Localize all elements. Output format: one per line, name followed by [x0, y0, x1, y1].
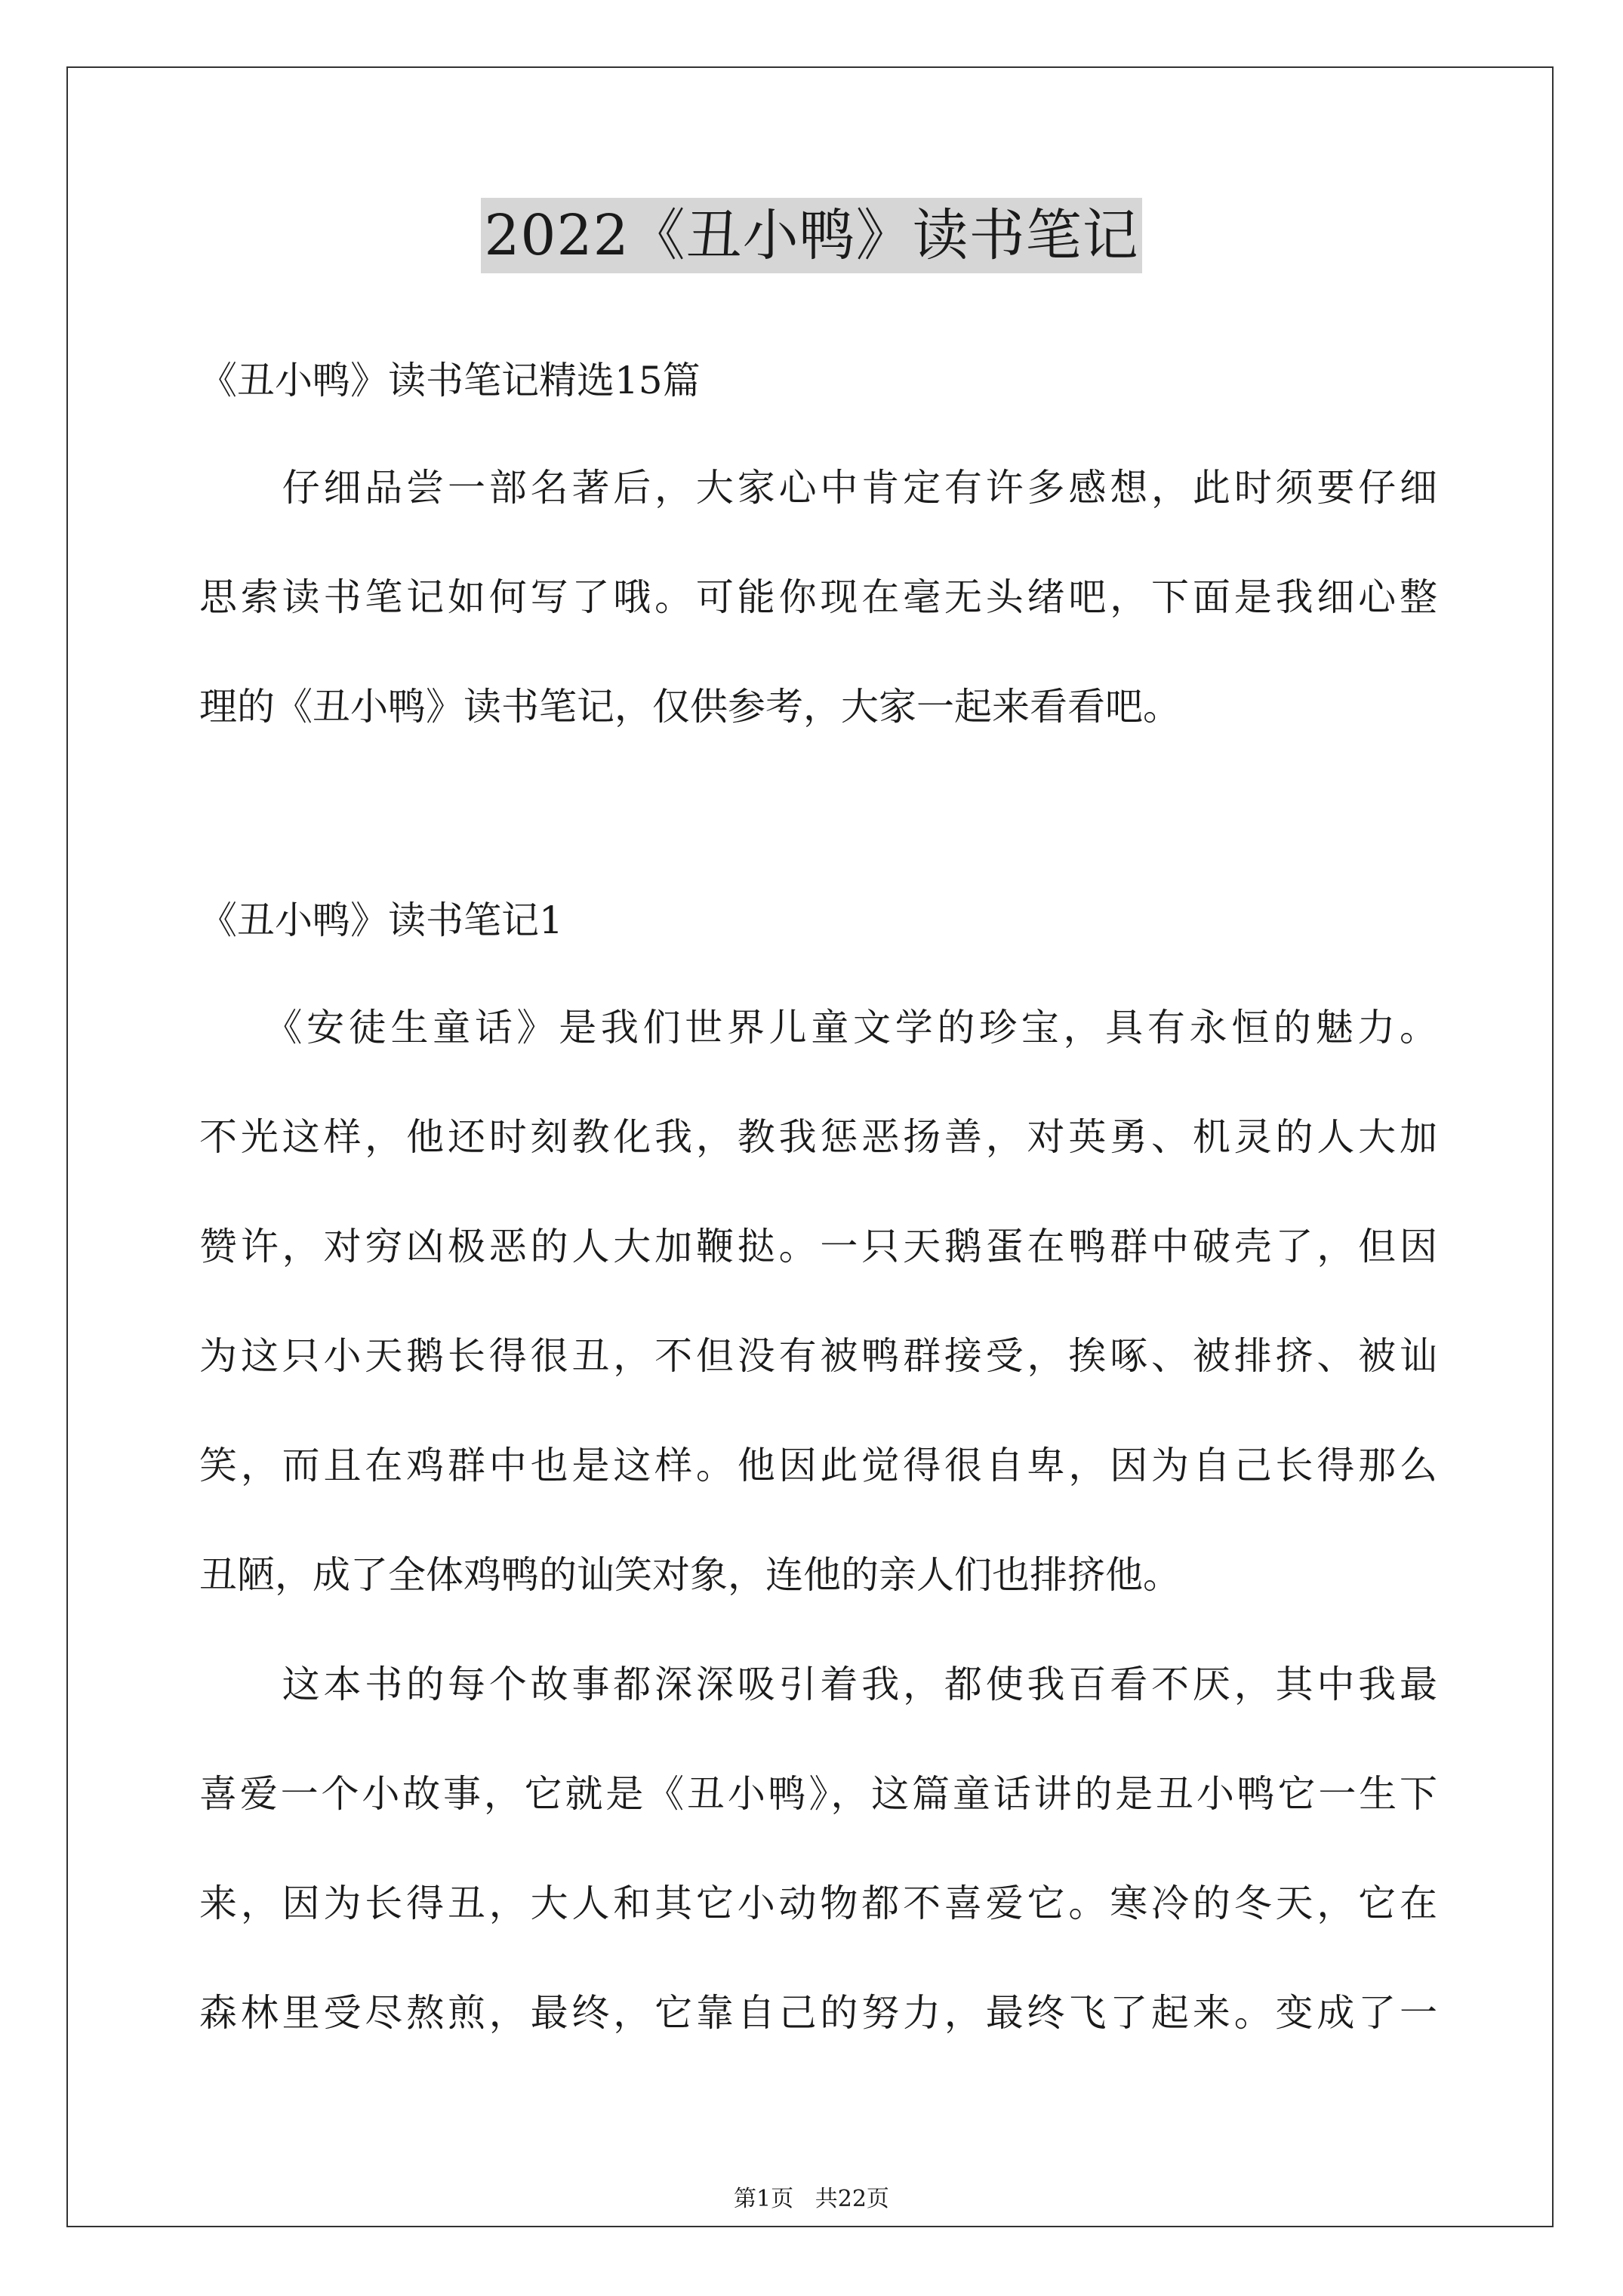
paragraph-line: 喜爱一个小故事，它就是《丑小鸭》，这篇童话讲的是丑小鸭它一生下 — [199, 1772, 1437, 1816]
paragraph-line: 为这只小天鹅长得很丑，不但没有被鸭群接受，挨啄、被排挤、被讪 — [199, 1334, 1437, 1378]
paragraph-line: 理的《丑小鸭》读书笔记，仅供参考，大家一起来看看吧。 — [199, 685, 1181, 729]
paragraph-line: 这本书的每个故事都深深吸引着我，都使我百看不厌，其中我最 — [199, 1663, 1437, 1706]
page-footer — [0, 2184, 1623, 2214]
subtitle-line: 《丑小鸭》读书笔记精选15篇 — [199, 359, 701, 402]
page-total: 共22页 — [815, 2186, 889, 2212]
footer-spacer — [793, 2186, 815, 2212]
paragraph-line: 森林里受尽熬煎，最终，它靠自己的努力，最终飞了起来。变成了一 — [199, 1991, 1437, 2035]
paragraph-line: 笑，而且在鸡群中也是这样。他因此觉得很自卑，因为自己长得那么 — [199, 1444, 1437, 1487]
paragraph-line: 赞许，对穷凶极恶的人大加鞭挞。一只天鹅蛋在鸭群中破壳了，但因 — [199, 1225, 1437, 1268]
paragraph-line: 来，因为长得丑，大人和其它小动物都不喜爱它。寒冷的冬天，它在 — [199, 1881, 1437, 1925]
paragraph-line: 不光这样，他还时刻教化我，教我惩恶扬善，对英勇、机灵的人大加 — [199, 1115, 1437, 1159]
section-heading: 《丑小鸭》读书笔记1 — [199, 898, 563, 942]
paragraph-line: 《安徒生童话》是我们世界儿童文学的珍宝，具有永恒的魅力。 — [199, 1006, 1437, 1049]
document-title: 2022《丑小鸭》读书笔记 — [481, 198, 1141, 273]
paragraph-line: 仔细品尝一部名著后，大家心中肯定有许多感想，此时须要仔细 — [199, 466, 1437, 510]
page-number: 第1页 — [734, 2186, 794, 2212]
paragraph-line: 丑陋，成了全体鸡鸭的讪笑对象，连他的亲人们也排挤他。 — [199, 1553, 1181, 1597]
title-container — [0, 198, 1623, 273]
paragraph-line: 思索读书笔记如何写了哦。可能你现在毫无头绪吧，下面是我细心整 — [199, 575, 1437, 619]
